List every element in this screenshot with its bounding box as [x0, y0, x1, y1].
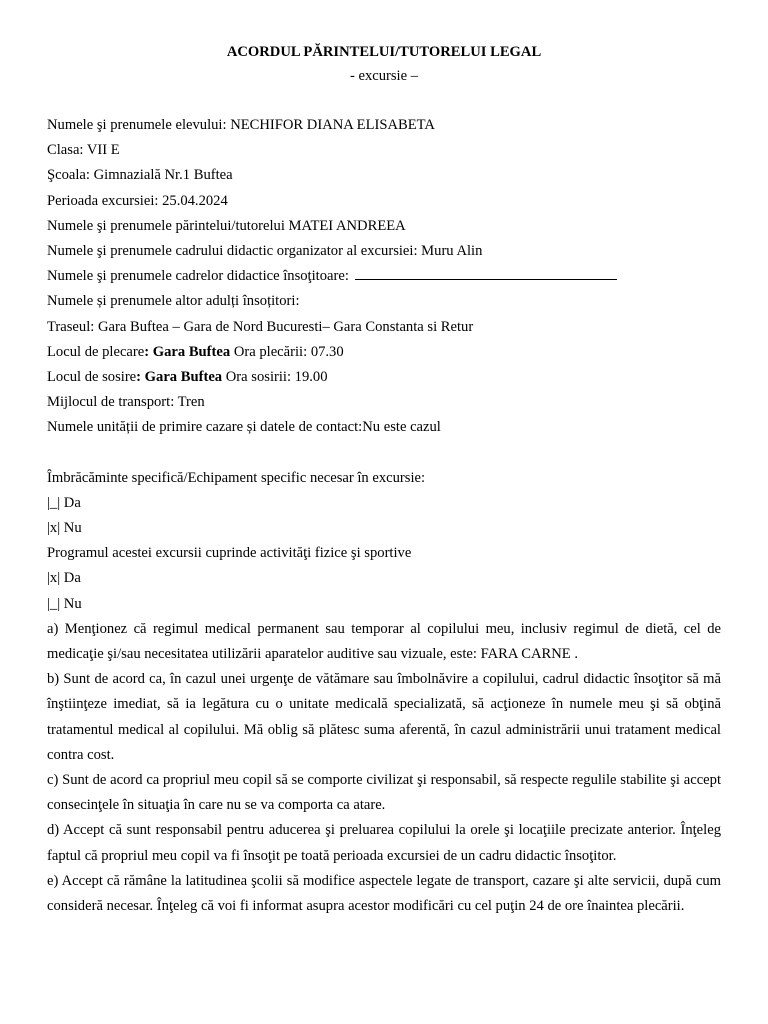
document-title: ACORDUL PĂRINTELUI/TUTORELUI LEGAL [226, 44, 542, 60]
field-traseu [47, 315, 721, 340]
field-plecare-value: : Gara Buftea [144, 343, 231, 360]
activitati-option-nu[interactable]: |_| Nu [47, 595, 82, 612]
field-insotitori-label: Numele şi prenumele cadrelor didactice însoţitoare: [47, 268, 353, 285]
spacer [47, 88, 721, 113]
field-ora-sosire-value: 19.00 [294, 369, 328, 386]
field-perioada-value: 25.04.2024 [162, 192, 228, 209]
field-cazare [47, 415, 721, 440]
clause-e: e) Accept că rămâne la latitudinea şcolii să modifice aspectele legate de transport, cazare şi alte servicii, după cum consideră necesar. Înţeleg că voi fi informat asupra acestor modificări cu cel puţin 24 de ore înaintea plecării. [47, 872, 721, 915]
field-elev [47, 113, 721, 138]
field-elev-label: Numele şi prenumele elevului: [47, 117, 231, 133]
field-clasa-value: VII E [86, 142, 120, 159]
clause-c: c) Sunt de acord ca propriul meu copil să se comporte civilizat şi responsabil, să respecte regulile stabilite şi accept consecinţele în situaţia în care nu se va comporta ca atare. [47, 772, 721, 814]
field-organizator [47, 239, 721, 264]
echipament-option-nu[interactable]: |x| Nu [47, 520, 82, 537]
field-plecare [47, 340, 721, 365]
blank-line [355, 264, 617, 280]
field-clasa-label: Clasa: [47, 142, 87, 159]
clause-a: a) Menţionez că regimul medical permanent sau temporar al copilului meu, inclusiv regimul de dietă, cel de medicaţie şi/sau necesitatea utilizării aparatelor auditive sau vizuale, este: FARA CARNE . [47, 620, 721, 663]
clause-b: b) Sunt de acord ca, în cazul unei urgenţe de vătămare sau îmbolnăvire a copilului, cadrul didactic însoţitor să mă înştiinţeze imediat, să ia legătura cu o unitate medicală specializată, să acţioneze în numele meu şi să obţină tratamentul medical al copilului. Mă oblig să plătesc suma aferentă, în cazul administrării unui tratament medical contra cost. [47, 671, 721, 763]
activitati-question: Programul acestei excursii cuprinde activităţi fizice şi sportive [47, 545, 412, 562]
field-ora-plecare-label: Ora plecării: [230, 343, 311, 360]
field-sosire [47, 365, 721, 390]
echipament-question: Îmbrăcăminte specifică/Echipament specific necesar în excursie: [47, 469, 426, 486]
field-ora-plecare-value: 07.30 [310, 343, 344, 360]
field-cazare-value: Nu este cazul [362, 419, 441, 436]
field-sosire-value: : Gara Buftea [136, 369, 223, 386]
field-sosire-label: Locul de sosire [47, 369, 137, 386]
field-elev-value: NECHIFOR DIANA ELISABETA [230, 117, 435, 133]
field-adulti-label: Numele și prenumele altor adulți însoțitori: [47, 293, 300, 310]
activitati-option-da[interactable]: |x| Da [47, 570, 81, 587]
clause-d: d) Accept că sunt responsabil pentru aducerea şi preluarea copilului la orele şi locaţiile precizate anterior. Înţeleg faptul că propriul meu copil va fi însoţit pe toată perioada excursiei de un cadru didactic însoţitor. [47, 822, 721, 864]
spacer [47, 441, 721, 466]
field-traseu-label: Traseul: [47, 318, 98, 335]
field-cazare-label: Numele unității de primire cazare și datele de contact: [47, 419, 363, 436]
field-parinte-value: MATEI ANDREEA [288, 217, 406, 234]
field-perioada-label: Perioada excursiei: [47, 192, 163, 209]
document-subtitle: - excursie – [349, 68, 419, 84]
field-organizator-label: Numele şi prenumele cadrului didactic organizator al excursiei: [47, 243, 422, 260]
field-transport [47, 390, 721, 415]
document-page [47, 40, 721, 919]
field-perioada [47, 189, 721, 214]
field-plecare-label: Locul de plecare [47, 343, 145, 360]
field-insotitori [47, 264, 721, 289]
field-organizator-value: Muru Alin [421, 243, 483, 260]
field-scoala-value: Gimnazială Nr.1 Buftea [93, 167, 233, 184]
field-ora-sosire-label: Ora sosirii: [222, 369, 295, 386]
field-parinte-label: Numele şi prenumele părintelui/tutorelui [47, 217, 289, 234]
field-adulti [47, 289, 721, 314]
field-scoala-label: Şcoala: [47, 167, 94, 184]
field-transport-label: Mijlocul de transport: [47, 394, 178, 411]
field-traseu-value: Gara Buftea – Gara de Nord Bucuresti– Gara Constanta si Retur [97, 318, 474, 335]
field-clasa [47, 138, 721, 163]
field-parinte [47, 214, 721, 239]
echipament-option-da[interactable]: |_| Da [47, 494, 81, 511]
field-scoala [47, 163, 721, 188]
field-transport-value: Tren [177, 394, 205, 411]
